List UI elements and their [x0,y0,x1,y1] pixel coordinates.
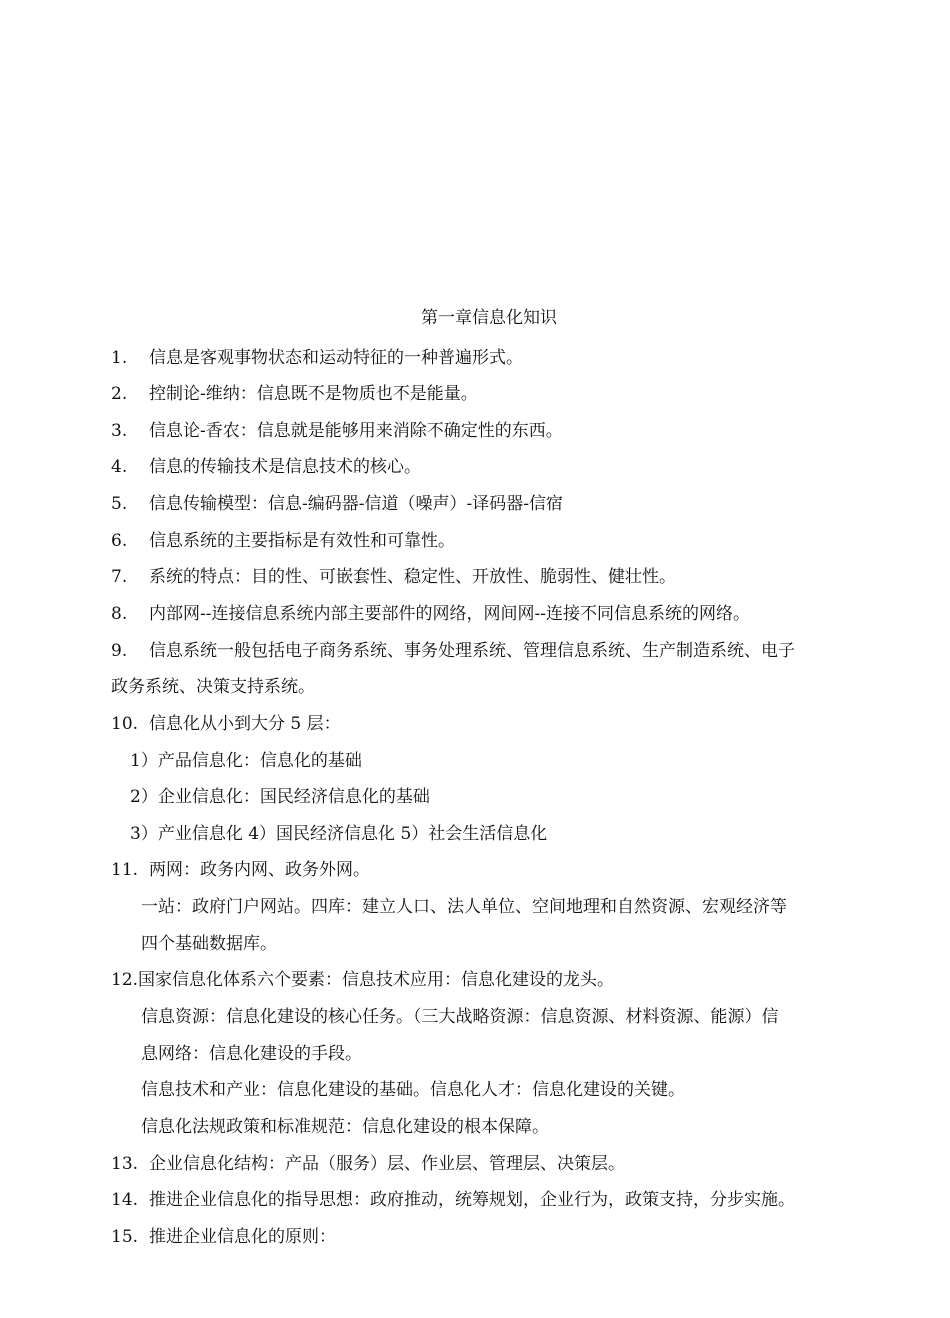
list-item [111,1152,625,1176]
item-number: 14. [111,1190,139,1210]
item-number: 1. [111,348,128,368]
list-item [111,602,750,626]
sub-item [130,822,547,846]
list-item [111,455,421,479]
item-text: 系统的特点：目的性、可嵌套性、稳定性、开放性、脆弱性、健壮性。 [149,567,676,587]
item-number: 11. [111,860,139,880]
item-number: 13. [111,1154,139,1174]
list-item [111,492,563,516]
list-item [111,346,523,370]
item-text: 四个基础数据库。 [141,934,277,954]
item-text: 信息的传输技术是信息技术的核心。 [149,457,421,477]
list-item [111,968,614,992]
item-text: 政务系统、决策支持系统。 [111,677,315,697]
item-text: 信息论-香农：信息就是能够用来消除不确定性的东西。 [149,421,563,441]
list-item-continuation [111,675,315,699]
item-text: 信息是客观事物状态和运动特征的一种普遍形式。 [149,348,523,368]
list-item-continuation [141,1042,362,1066]
item-text: 信息传输模型：信息-编码器-信道（噪声）-译码器-信宿 [149,494,563,514]
item-number: 3. [111,421,128,441]
list-item [111,382,478,406]
item-number: 7. [111,567,128,587]
item-text: 3）产业信息化 4）国民经济信息化 5）社会生活信息化 [130,824,548,844]
item-text: 息网络：信息化建设的手段。 [141,1044,362,1064]
item-text: 国家信息化体系六个要素：信息技术应用：信息化建设的龙头。 [138,970,614,990]
item-number: 8. [111,604,128,624]
item-number: 10. [111,714,139,734]
item-text: 信息系统的主要指标是有效性和可靠性。 [149,531,455,551]
item-number: 9. [111,641,128,661]
item-text: 2）企业信息化：国民经济信息化的基础 [130,787,430,807]
list-item-continuation [141,1115,549,1139]
sub-item [130,749,362,773]
list-item [111,565,676,589]
item-text: 信息资源：信息化建设的核心任务。（三大战略资源：信息资源、材料资源、能源）信 [141,1007,779,1027]
item-number: 15. [111,1227,139,1247]
sub-item [130,785,430,809]
item-text: 信息化从小到大分 5 层： [149,714,341,734]
list-item [111,1225,336,1249]
list-item-continuation [141,895,787,919]
item-text: 两网：政务内网、政务外网。 [149,860,370,880]
list-item [111,419,563,443]
list-item [111,858,370,882]
item-text: 信息技术和产业：信息化建设的基础。信息化人才：信息化建设的关键。 [141,1080,685,1100]
list-item [111,639,795,663]
list-item [111,712,341,736]
item-text: 内部网--连接信息系统内部主要部件的网络，网间网--连接不同信息系统的网络。 [149,604,750,624]
item-text: 1）产品信息化：信息化的基础 [130,751,362,771]
item-text: 控制论-维纳：信息既不是物质也不是能量。 [149,384,478,404]
list-item [111,1188,795,1212]
list-item-continuation [141,1078,685,1102]
item-number: 6. [111,531,128,551]
item-text: 推进企业信息化的指导思想：政府推动，统筹规划，企业行为，政策支持，分步实施。 [149,1190,795,1210]
list-item-continuation [141,1005,779,1029]
item-text: 企业信息化结构：产品（服务）层、作业层、管理层、决策层。 [149,1154,625,1174]
item-number: 5. [111,494,128,514]
chapter-title: 第一章信息化知识 [421,308,557,328]
list-item-continuation [141,932,277,956]
item-text: 信息化法规政策和标准规范：信息化建设的根本保障。 [141,1117,549,1137]
item-text: 一站：政府门户网站。四库：建立人口、法人单位、空间地理和自然资源、宏观经济等 [141,897,787,917]
item-text: 信息系统一般包括电子商务系统、事务处理系统、管理信息系统、生产制造系统、电子 [149,641,795,661]
item-text: 推进企业信息化的原则： [149,1227,336,1247]
item-number: 12. [111,970,139,990]
list-item [111,529,455,553]
item-number: 2. [111,384,128,404]
item-number: 4. [111,457,128,477]
